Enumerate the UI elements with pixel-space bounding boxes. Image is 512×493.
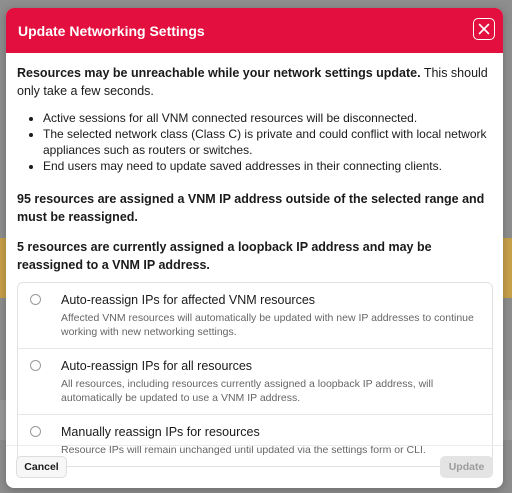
- intro-text: [17, 64, 493, 100]
- cancel-button[interactable]: Cancel: [16, 456, 67, 478]
- impact-list: [17, 110, 493, 174]
- option-description: All resources, including resources currently assigned a loopback IP address, will automatically be updated to use a VNM IP address.: [61, 378, 434, 404]
- modal-title: Update Networking Settings: [18, 22, 205, 39]
- loopback-notice: 5 resources are currently assigned a loopback IP address and may be reassigned to a VNM IP address.: [17, 240, 432, 272]
- option-auto-affected[interactable]: [18, 283, 492, 349]
- intro-detail: This should only take a few seconds.: [17, 66, 488, 98]
- intro-warning: Resources may be unreachable while your network settings update.: [17, 66, 421, 80]
- option-title: Auto-reassign IPs for affected VNM resources: [61, 293, 316, 307]
- update-networking-modal: [6, 8, 503, 488]
- option-title: Auto-reassign IPs for all resources: [61, 359, 253, 373]
- option-description: Resource IPs will remain unchanged until updated via the settings form or CLI.: [61, 444, 426, 456]
- radio-manual[interactable]: [30, 426, 41, 437]
- modal-body: [17, 64, 493, 467]
- impact-item: • Active sessions for all VNM connected resources will be disconnected.: [43, 110, 493, 126]
- impact-item: • The selected network class (Class C) is private and could conflict with local network appliances such as routers or switches.: [43, 126, 493, 158]
- impact-item: • End users may need to update saved addresses in their connecting clients.: [43, 158, 493, 174]
- out-of-range-notice: 95 resources are assigned a VNM IP address outside of the selected range and must be reassigned.: [17, 192, 485, 224]
- modal-header: [6, 8, 503, 53]
- reassign-options: [17, 282, 493, 467]
- option-title: Manually reassign IPs for resources: [61, 425, 260, 439]
- option-auto-all[interactable]: [18, 349, 492, 415]
- close-icon: [478, 23, 490, 35]
- close-button[interactable]: [473, 18, 495, 40]
- update-button[interactable]: Update: [440, 456, 493, 478]
- radio-auto-affected[interactable]: [30, 294, 41, 305]
- option-description: Affected VNM resources will automatically be updated with new IP addresses to continue working with new networking settings.: [61, 312, 474, 338]
- modal-footer: [6, 445, 503, 488]
- radio-auto-all[interactable]: [30, 360, 41, 371]
